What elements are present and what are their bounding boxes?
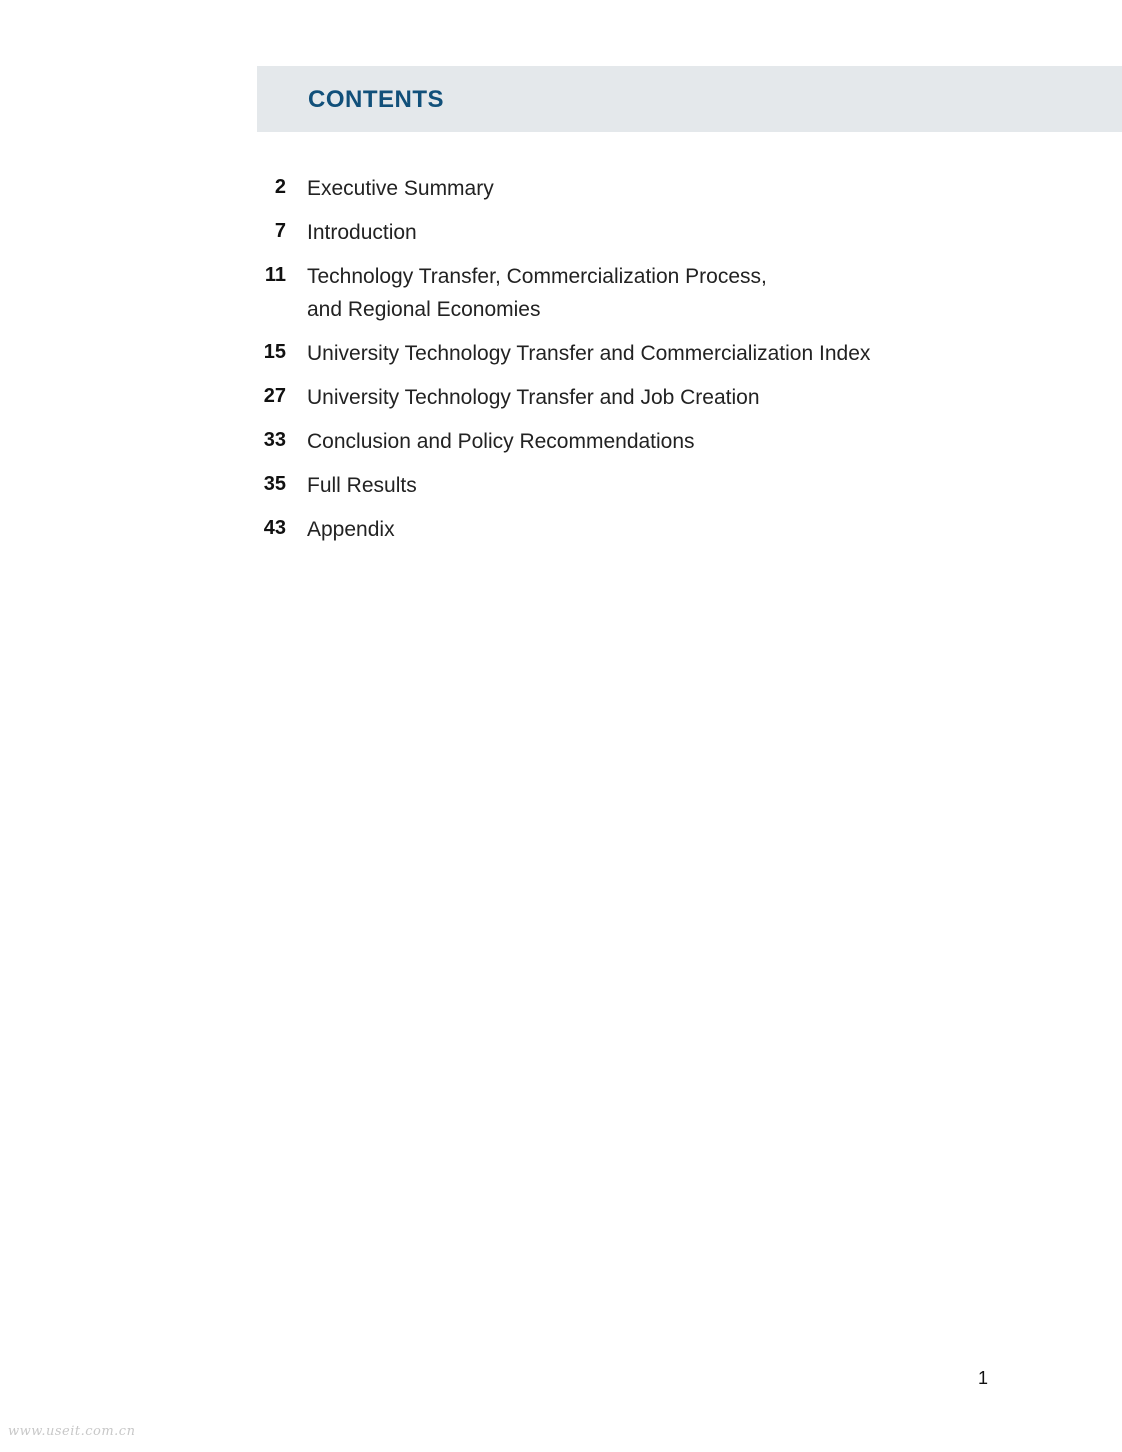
toc-entry-conclusion[interactable] <box>0 425 1122 459</box>
toc-entry-technology-transfer[interactable] <box>0 260 1122 327</box>
toc-title: Full Results <box>307 474 417 497</box>
toc-title: Introduction <box>307 221 417 244</box>
toc-title-line-1: Technology Transfer, Commercialization Process, <box>307 265 767 288</box>
toc-entry-full-results[interactable] <box>0 469 1122 503</box>
page-number: 1 <box>978 1368 989 1388</box>
contents-header-band <box>257 66 1122 132</box>
toc-title <box>307 260 947 326</box>
toc-page-number: 33 <box>263 429 286 451</box>
toc-page-number: 15 <box>263 341 286 363</box>
toc-page-number: 35 <box>263 473 286 495</box>
toc-entry-executive-summary[interactable] <box>0 172 1122 206</box>
toc-title: Appendix <box>307 518 395 541</box>
toc-title: University Technology Transfer and Commercialization Index <box>307 342 871 365</box>
page-title: CONTENTS <box>308 86 444 113</box>
table-of-contents <box>0 172 1122 557</box>
toc-page-number: 2 <box>274 176 286 198</box>
toc-page-number: 27 <box>263 385 286 407</box>
toc-page-number: 11 <box>264 264 286 286</box>
toc-entry-appendix[interactable] <box>0 513 1122 547</box>
toc-title: University Technology Transfer and Job Creation <box>307 386 760 409</box>
toc-entry-commercialization-index[interactable] <box>0 337 1122 371</box>
toc-title: Executive Summary <box>307 177 494 200</box>
watermark: www.useit.com.cn <box>8 1424 136 1439</box>
toc-entry-job-creation[interactable] <box>0 381 1122 415</box>
toc-title-line-2: and Regional Economies <box>307 298 541 321</box>
toc-title: Conclusion and Policy Recommendations <box>307 430 695 453</box>
toc-page-number: 43 <box>263 517 286 539</box>
toc-entry-introduction[interactable] <box>0 216 1122 250</box>
toc-page-number: 7 <box>274 220 286 242</box>
